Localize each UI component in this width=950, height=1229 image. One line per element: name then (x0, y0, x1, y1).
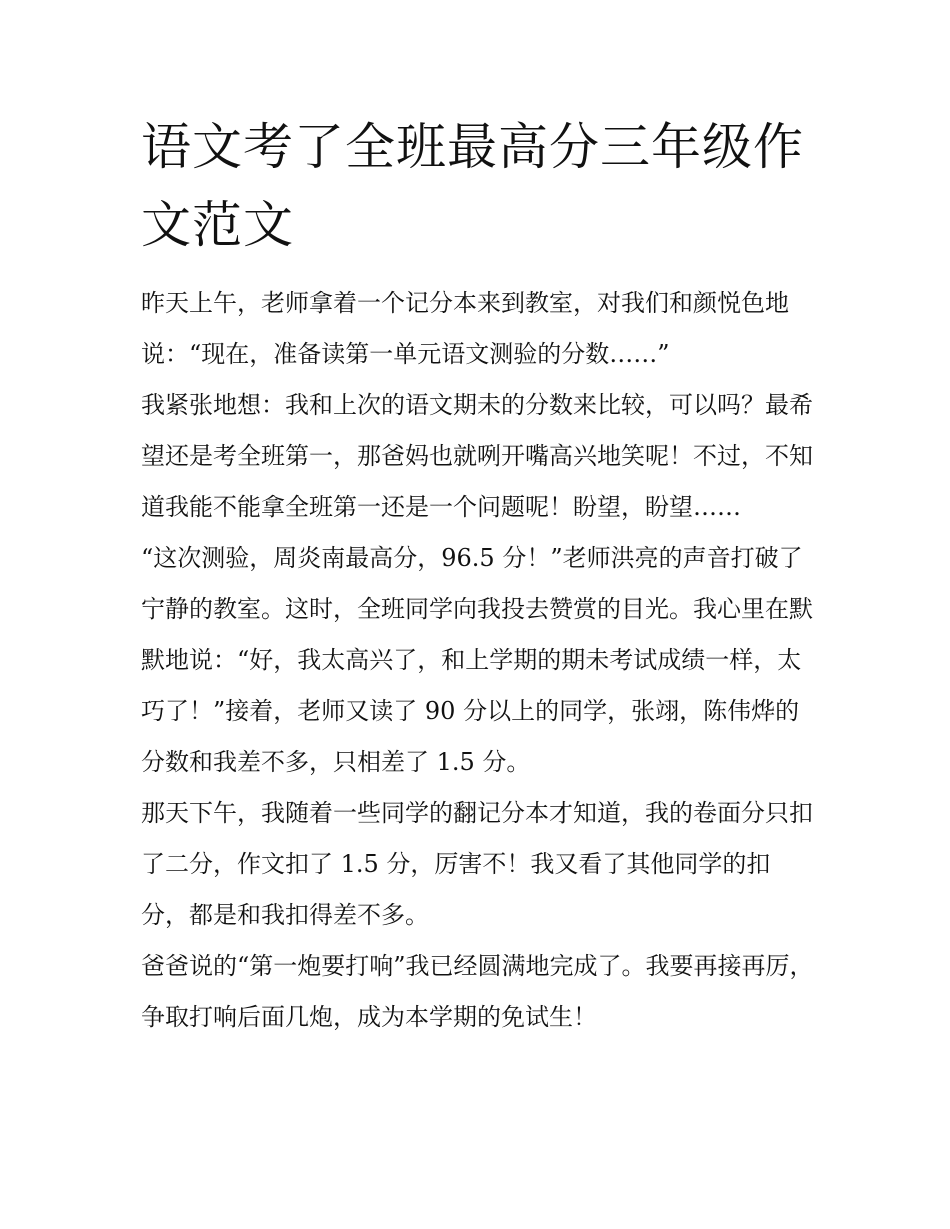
document-page (141, 108, 816, 1043)
paragraph-5: 爸爸说的“第一炮要打响”我已经圆满地完成了。我要再接再厉，争取打响后面几炮，成为本学期的免试生！ (141, 952, 814, 1031)
paragraph-1: 昨天上午，老师拿着一个记分本来到教室，对我们和颜悦色地说：“现在，准备读第一单元语文测验的分数……” (141, 289, 789, 368)
paragraph-2: 我紧张地想：我和上次的语文期未的分数来比较，可以吗？最希望还是考全班第一，那爸妈也就咧开嘴高兴地笑呢！不过，不知道我能不能拿全班第一还是一个问题呢！盼望，盼望…… (141, 391, 813, 521)
paragraph-3: “这次测验，周炎南最高分，96.5 分！”老师洪亮的声音打破了宁静的教室。这时，全班同学向我投去赞赏的目光。我心里在默默地说：“好，我太高兴了，和上学期的期未考试成绩一样，太巧了！”接着，老师又读了 90 分以上的同学，张翊，陈伟烨的分数和我差不多，只相差了 1.5 分。 (141, 544, 813, 776)
paragraph-4: 那天下午，我随着一些同学的翻记分本才知道，我的卷面分只扣了二分，作文扣了 1.5 分，厉害不！我又看了其他同学的扣分，都是和我扣得差不多。 (141, 799, 813, 929)
document-title: 语文考了全班最高分三年级作文范文 (141, 118, 804, 254)
